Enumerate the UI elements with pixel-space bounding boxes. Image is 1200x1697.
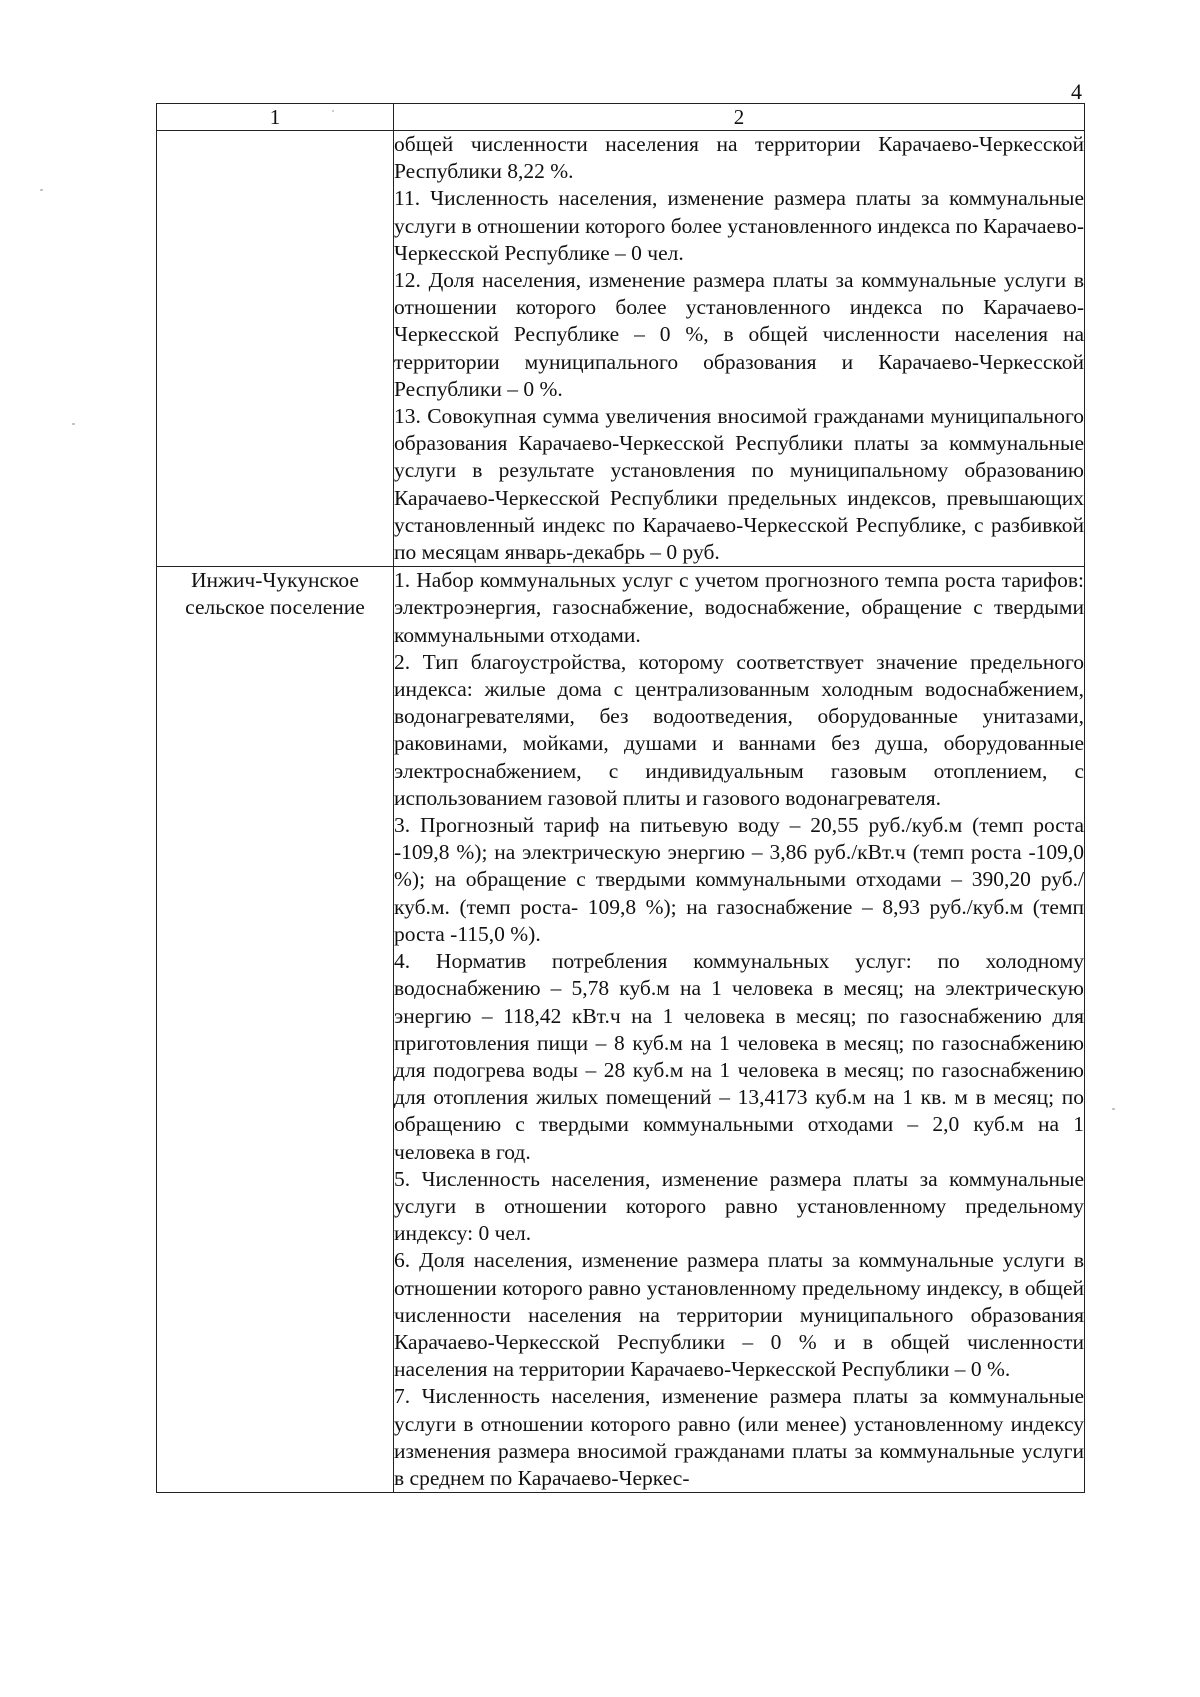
column-number-2: 2: [394, 104, 1085, 131]
table-header-row: [157, 104, 1085, 131]
column-number-1: 1: [157, 104, 394, 131]
table-row: [157, 567, 1085, 1493]
paragraph-item-6: 6. Доля населения, изменение размера платы за коммунальные услуги в отношении которого равно установленному предельному индексу, в общей численности населения на территории муниципального образования Карачаево-Черкесской Республики – 0 % и в общей численности населения на территории Карачаево-Черкесской Республики – 0 %.: [394, 1248, 1084, 1382]
paragraph-item-12: 12. Доля населения, изменение размера платы за коммунальные услуги в отношении которого более установленного индекса по Карачаево-Черкесской Республике – 0 %, в общей численности населения на территории муниципального образования и Карачаево-Черкесской Республики – 0 %.: [394, 268, 1084, 401]
data-table: [156, 103, 1085, 1493]
paragraph-item-2: 2. Тип благоустройства, которому соответствует значение предельного индекса: жилые дома с централизованным холодным водоснабжением, водонагревателями, без водоотведения, оборудованные унитазами, раковинами, мойками, душами и ваннами без душа, оборудованные электроснабжением, с индивидуальным газовым отоплением, с использованием газовой плиты и газового водонагревателя.: [394, 649, 1084, 810]
paragraph-item-5: 5. Численность населения, изменение размера платы за коммунальные услуги в отношении которого равно установленному предельному индексу: 0 чел.: [394, 1166, 1084, 1246]
scan-speck: [40, 189, 43, 191]
scan-speck: [332, 110, 334, 112]
paragraph-continuation: общей численности населения на территории Карачаево-Черкесской Республики 8,22 %.: [394, 132, 1084, 184]
paragraph-item-11: 11. Численность населения, изменение размера платы за коммунальные услуги в отношении которого более установленного индекса по Карачаево-Черкесской Республике – 0 чел.: [394, 186, 1084, 265]
municipality-name-cell: [157, 131, 394, 567]
paragraph-item-1: 1. Набор коммунальных услуг с учетом прогнозного темпа роста тарифов: электроэнергия, газоснабжение, водоснабжение, обращение с твердыми коммунальными отходами.: [394, 568, 1084, 647]
table-row: [157, 131, 1085, 567]
indicators-cell: [394, 567, 1085, 1493]
scan-speck: [1112, 1108, 1115, 1110]
indicators-cell: [394, 131, 1085, 567]
paragraph-item-4: 4. Норматив потребления коммунальных услуг: по холодному водоснабжению – 5,78 куб.м на 1 человека в месяц; на электрическую энергию – 118,42 кВт.ч на 1 человека в месяц; по газоснабжению для приготовления пищи – 8 куб.м на 1 человека в месяц; по газоснабжению для подогрева воды – 28 куб.м на 1 человека в месяц; по газоснабжению для отопления жилых помещений – 13,4173 куб.м на 1 кв. м в месяц; по обращению с твердыми коммунальными отходами – 2,0 куб.м на 1 человека в год.: [394, 949, 1084, 1164]
paragraph-item-7: 7. Численность населения, изменение размера платы за коммунальные услуги в отношении которого равно (или менее) установленному индексу изменения размера вносимой гражданами платы за коммунальные услуги в среднем по Карачаево-Черкес-: [394, 1384, 1084, 1490]
paragraph-item-3: 3. Прогнозный тариф на питьевую воду – 20,55 руб./куб.м (темп роста -109,8 %); на электрическую энергию – 3,86 руб./кВт.ч (темп роста -109,0 %); на обращение с твердыми коммунальными отходами – 390,20 руб./куб.м. (темп роста- 109,8 %); на газоснабжение – 8,93 руб./куб.м (темп роста -115,0 %).: [394, 813, 1084, 946]
scan-speck: [72, 423, 75, 425]
municipality-name-cell: Инжич-Чукунское сельское поселение: [157, 567, 394, 1493]
paragraph-item-13: 13. Совокупная сумма увеличения вносимой гражданами муниципального образования Карачаево-Черкесской Республики платы за коммунальные услуги в результате установления по муниципальному образованию Карачаево-Черкесской Республики предельных индексов, превышающих установленный индекс по Карачаево-Черкесской Республике, с разбивкой по месяцам январь-декабрь – 0 руб.: [394, 404, 1084, 565]
page-number: 4: [1071, 79, 1082, 104]
